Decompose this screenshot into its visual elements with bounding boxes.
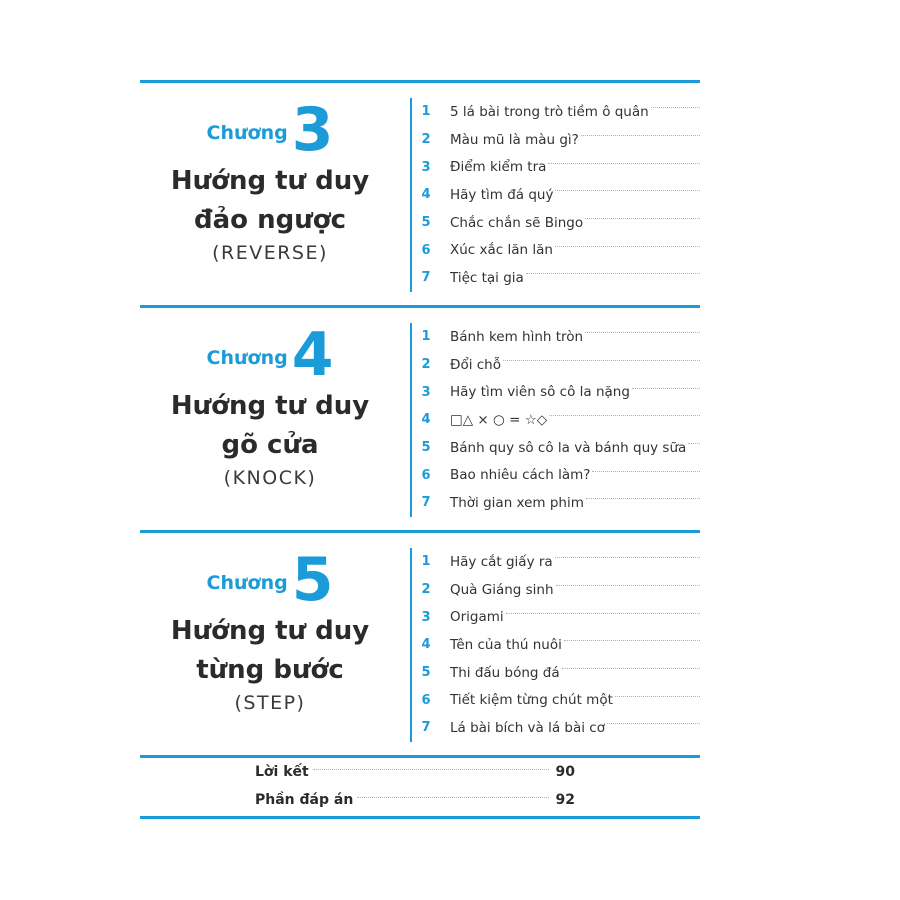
dot-leader (549, 415, 700, 416)
lesson-title: Quà Giáng sinh (450, 581, 554, 598)
lesson-number: 1 (421, 329, 431, 345)
dot-leader (581, 135, 700, 136)
lesson-title: 5 lá bài trong trò tiềm ô quân (450, 103, 649, 120)
lesson-title: Bánh kem hình tròn (450, 328, 584, 345)
lesson-title: Xúc xắc lăn lăn (450, 242, 553, 259)
toc-entry[interactable] (412, 236, 702, 264)
lesson-title: Tiệc tại gia (450, 269, 524, 286)
lesson-title: Điểm kiểm tra (450, 159, 547, 176)
toc-entry[interactable] (412, 209, 702, 237)
lesson-title: Hãy tìm đá quý (450, 186, 554, 203)
dot-leader (506, 613, 700, 614)
toc-entry[interactable] (412, 126, 702, 154)
dot-leader (313, 769, 549, 770)
chapter-3-lesson-list (410, 98, 702, 292)
dot-leader (503, 360, 700, 361)
toc-entry[interactable] (412, 631, 702, 659)
toc-entry[interactable] (412, 659, 702, 687)
lesson-number: 2 (421, 357, 431, 373)
toc-entry[interactable] (412, 323, 702, 351)
dot-leader (556, 585, 700, 586)
lesson-title: Hãy cắt giấy ra (450, 553, 553, 570)
chapter-5-heading (140, 546, 400, 714)
chapter-word: Chương (206, 122, 288, 144)
divider-bottom (140, 816, 700, 819)
chapter-number: 4 (291, 320, 334, 390)
dot-leader (585, 218, 700, 219)
lesson-title: Hãy tìm viên sô cô la nặng (450, 384, 630, 401)
chapter-word: Chương (206, 347, 288, 369)
dot-leader (688, 443, 700, 444)
lesson-title: Bánh quy sô cô la và bánh quy sữa (450, 439, 687, 456)
lesson-title: Đổi chỗ (450, 356, 502, 373)
lesson-title: Thi đấu bóng đá (450, 664, 560, 681)
dot-leader (357, 797, 549, 798)
lesson-number: 1 (421, 104, 431, 120)
dot-leader (555, 557, 700, 558)
divider-chapter-4 (140, 305, 700, 308)
lesson-title: Lá bài bích và lá bài cơ (450, 719, 605, 736)
chapter-title-line1: Hướng tư duy (170, 166, 370, 196)
dot-leader (548, 163, 700, 164)
lesson-number: 7 (421, 270, 431, 286)
dot-leader (607, 723, 700, 724)
answers-page-number: 92 (555, 792, 575, 808)
lesson-number: 7 (421, 720, 431, 736)
afterword-label: Lời kết (255, 764, 309, 780)
dot-leader (564, 640, 700, 641)
toc-entry[interactable] (412, 434, 702, 462)
lesson-number: 4 (421, 412, 431, 428)
chapter-4-heading (140, 321, 400, 489)
chapter-number: 5 (291, 545, 334, 615)
dot-leader (592, 471, 700, 472)
dot-leader (585, 332, 700, 333)
toc-entry[interactable] (412, 489, 702, 517)
dot-leader (586, 498, 700, 499)
lesson-title: Màu mũ là màu gì? (450, 131, 579, 148)
dot-leader (651, 107, 700, 108)
chapter-number: 3 (291, 95, 334, 165)
chapter-5-lesson-list (410, 548, 702, 742)
toc-entry[interactable] (412, 98, 702, 126)
lesson-number: 1 (421, 554, 431, 570)
dot-leader (632, 388, 700, 389)
lesson-number: 6 (421, 242, 431, 258)
lesson-number: 5 (421, 440, 431, 456)
lesson-number: 2 (421, 132, 431, 148)
lesson-title: Tên của thú nuôi (450, 636, 562, 653)
dot-leader (555, 246, 700, 247)
lesson-title: Chắc chắn sẽ Bingo (450, 214, 584, 231)
lesson-number: 3 (421, 159, 431, 175)
toc-entry[interactable] (412, 181, 702, 209)
divider-footer (140, 755, 700, 758)
toc-entry[interactable] (412, 714, 702, 742)
lesson-title: Thời gian xem phim (450, 494, 584, 511)
divider-top (140, 80, 700, 83)
lesson-number: 4 (421, 637, 431, 653)
chapter-title-line2: gõ cửa (221, 430, 319, 460)
chapter-title-line2: đảo ngược (194, 205, 346, 235)
lesson-title: Origami (450, 609, 504, 626)
lesson-title: Tiết kiệm từng chút một (450, 692, 613, 709)
chapter-subtitle: (STEP) (234, 692, 306, 714)
answers-label: Phần đáp án (255, 792, 354, 808)
toc-entry-answers[interactable] (255, 788, 575, 812)
toc-entry[interactable] (412, 461, 702, 489)
lesson-number: 6 (421, 467, 431, 483)
chapter-3-heading (140, 96, 400, 264)
lesson-number: 2 (421, 582, 431, 598)
lesson-title: □△ × ○ = ☆◇ (450, 411, 548, 428)
chapter-word: Chương (206, 572, 288, 594)
toc-entry[interactable] (412, 153, 702, 181)
lesson-number: 4 (421, 187, 431, 203)
dot-leader (555, 190, 700, 191)
toc-entry[interactable] (412, 351, 702, 379)
lesson-number: 5 (421, 215, 431, 231)
chapter-subtitle: (REVERSE) (212, 242, 328, 264)
chapter-4-lesson-list (410, 323, 702, 517)
toc-entry[interactable] (412, 686, 702, 714)
toc-entry[interactable] (412, 264, 702, 292)
chapter-subtitle: (KNOCK) (223, 467, 317, 489)
lesson-number: 7 (421, 495, 431, 511)
lesson-number: 3 (421, 609, 431, 625)
toc-entry[interactable] (412, 548, 702, 576)
chapter-title-line1: Hướng tư duy (170, 391, 370, 421)
dot-leader (615, 696, 700, 697)
divider-chapter-5 (140, 530, 700, 533)
lesson-title: Bao nhiêu cách làm? (450, 467, 591, 484)
toc-entry[interactable] (412, 576, 702, 604)
chapter-title-line1: Hướng tư duy (170, 616, 370, 646)
toc-entry[interactable] (412, 406, 702, 434)
lesson-number: 5 (421, 665, 431, 681)
toc-entry-afterword[interactable] (255, 760, 575, 784)
chapter-title-line2: từng bước (196, 655, 344, 685)
afterword-page-number: 90 (555, 764, 575, 780)
dot-leader (562, 668, 700, 669)
toc-entry[interactable] (412, 603, 702, 631)
lesson-number: 6 (421, 692, 431, 708)
dot-leader (526, 273, 700, 274)
lesson-number: 3 (421, 384, 431, 400)
toc-entry[interactable] (412, 378, 702, 406)
